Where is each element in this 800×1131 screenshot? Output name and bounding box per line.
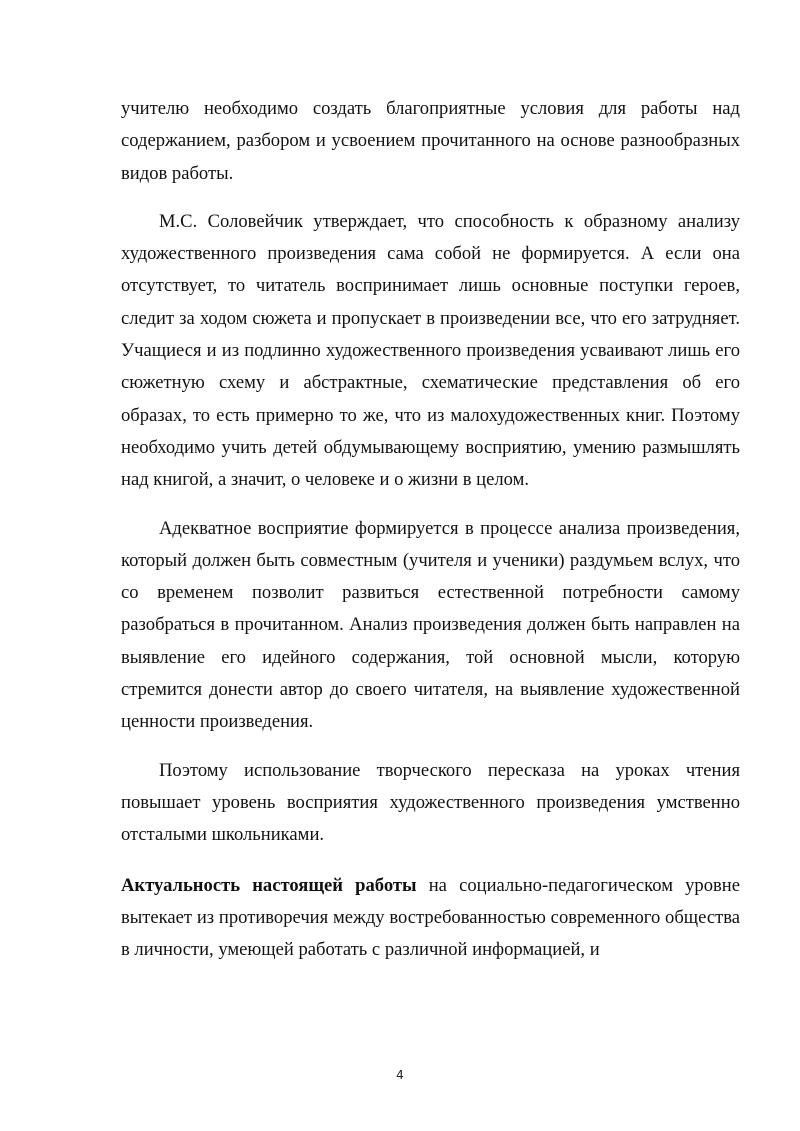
paragraph-creative-retelling: Поэтому использование творческого пересказа на уроках чтения повышает уровень восприятия художественного произведения умственно отсталыми школьниками. bbox=[121, 759, 740, 846]
relevance-text: на социально-педагогическом уровне вытекает из противоречия между востребованностью современного общества в личности, умеющей работать с различной информацией, и bbox=[121, 874, 740, 961]
page-number: 4 bbox=[396, 1068, 404, 1082]
paragraph-relevance bbox=[121, 870, 740, 967]
body-text bbox=[121, 93, 740, 966]
paragraph-adequate-perception: Адекватное восприятие формируется в процессе анализа произведения, который должен быть совместным (учителя и ученики) раздумьем вслух, что со временем позволит развиться естественной потребности самому разобраться в прочитанном. Анализ произведения должен быть направлен на выявление его идейного содержания, той основной мысли, которую стремится донести автор до своего читателя, на выявление художественной ценности произведения. bbox=[121, 517, 740, 733]
paragraph-soloveichik: М.С. Соловейчик утверждает, что способность к образному анализу художественного произведения сама собой не формируется. А если она отсутствует, то читатель воспринимает лишь основные поступки героев, следит за ходом сюжета и пропускает в произведении все, что его затрудняет. Учащиеся и из подлинно художественного произведения усваивают лишь его сюжетную схему и абстрактные, схематические представления об его образах, то есть примерно то же, что из малохудожественных книг. Поэтому необходимо учить детей обдумывающему восприятию, умению размышлять над книгой, а значит, о человеке и о жизни в целом. bbox=[121, 210, 740, 491]
relevance-heading: Актуальность настоящей работы bbox=[121, 874, 417, 896]
paragraph-continuation: учителю необходимо создать благоприятные условия для работы над содержанием, разбором и усвоением прочитанного на основе разнообразных видов работы. bbox=[121, 98, 740, 184]
